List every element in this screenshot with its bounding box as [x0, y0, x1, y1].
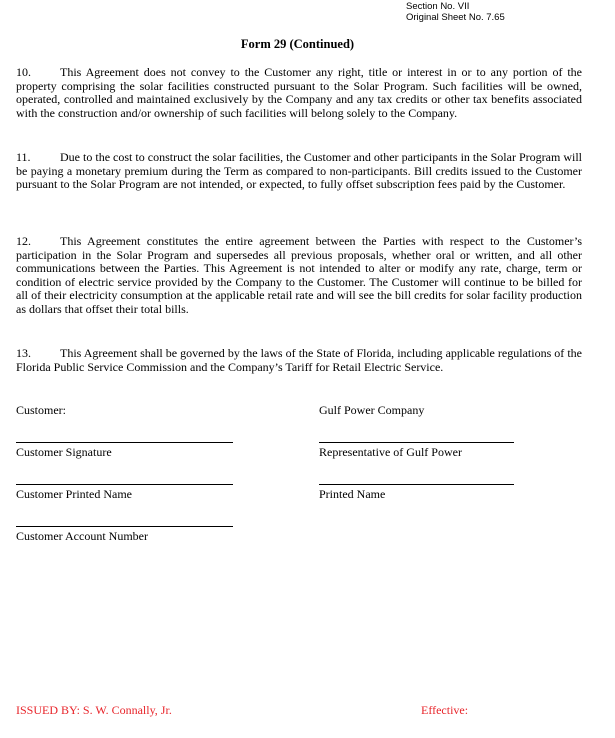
paragraph-11: [16, 151, 582, 192]
account-number-label: Customer Account Number: [16, 529, 148, 543]
paragraph-number: 11.: [16, 150, 31, 164]
customer-printed-name-line[interactable]: [16, 484, 233, 485]
issued-by: ISSUED BY: S. W. Connally, Jr.: [16, 703, 172, 717]
paragraph-number: 12.: [16, 234, 31, 248]
document-header: [406, 1, 505, 23]
customer-signature-line[interactable]: [16, 442, 233, 443]
paragraph-12: [16, 235, 582, 317]
company-heading: Gulf Power Company: [319, 403, 425, 417]
customer-signature-label: Customer Signature: [16, 445, 112, 459]
customer-printed-name-label: Customer Printed Name: [16, 487, 132, 501]
account-number-line[interactable]: [16, 526, 233, 527]
effective-label: Effective:: [421, 703, 469, 717]
representative-signature-line[interactable]: [319, 442, 514, 443]
paragraph-text: This Agreement shall be governed by the laws of the State of Florida, including applicable regulations of the Florida Public Service Commission and the Company’s Tariff for Retail Electric Service.: [16, 346, 582, 374]
customer-heading: Customer:: [16, 403, 66, 417]
paragraph-10: [16, 66, 582, 120]
section-number: Section No. VII: [406, 1, 470, 12]
printed-name-label: Printed Name: [319, 487, 386, 501]
printed-name-line[interactable]: [319, 484, 514, 485]
representative-label: Representative of Gulf Power: [319, 445, 462, 459]
paragraph-number: 10.: [16, 65, 31, 79]
paragraph-text: This Agreement does not convey to the Customer any right, title or interest in or to any portion of the property comprising the solar facilities constructed pursuant to the Solar Program. Such facilities will be owned, operated, controlled and maintained exclusively by the Company and any tax credits or other tax benefits associated with the construction and/or ownership of such facilities will belong solely to the Company.: [16, 65, 582, 120]
form-title: Form 29 (Continued): [240, 37, 355, 51]
paragraph-number: 13.: [16, 346, 31, 360]
paragraph-text: Due to the cost to construct the solar facilities, the Customer and other participants in the Solar Program will be paying a monetary premium during the Term as compared to non-participants. Bill credits issued to the Customer pursuant to the Solar Program are not intended, or expected, to fully offset subscription fees paid by the Customer.: [16, 150, 582, 192]
paragraph-text: This Agreement constitutes the entire agreement between the Parties with respect to the Customer’s participation in the Solar Program and supersedes all previous proposals, whether oral or written, and all other communications between the Parties. This Agreement is not intended to alter or modify any rate, charge, term or condition of electric service provided by the Company to the Customer. The Customer will continue to be billed for all of their electricity consumption at the applicable retail rate and will see the bill credits for solar facility production as dollars that offset their total bills.: [16, 234, 582, 316]
paragraph-13: [16, 347, 582, 374]
sheet-number: Original Sheet No. 7.65: [406, 12, 505, 23]
